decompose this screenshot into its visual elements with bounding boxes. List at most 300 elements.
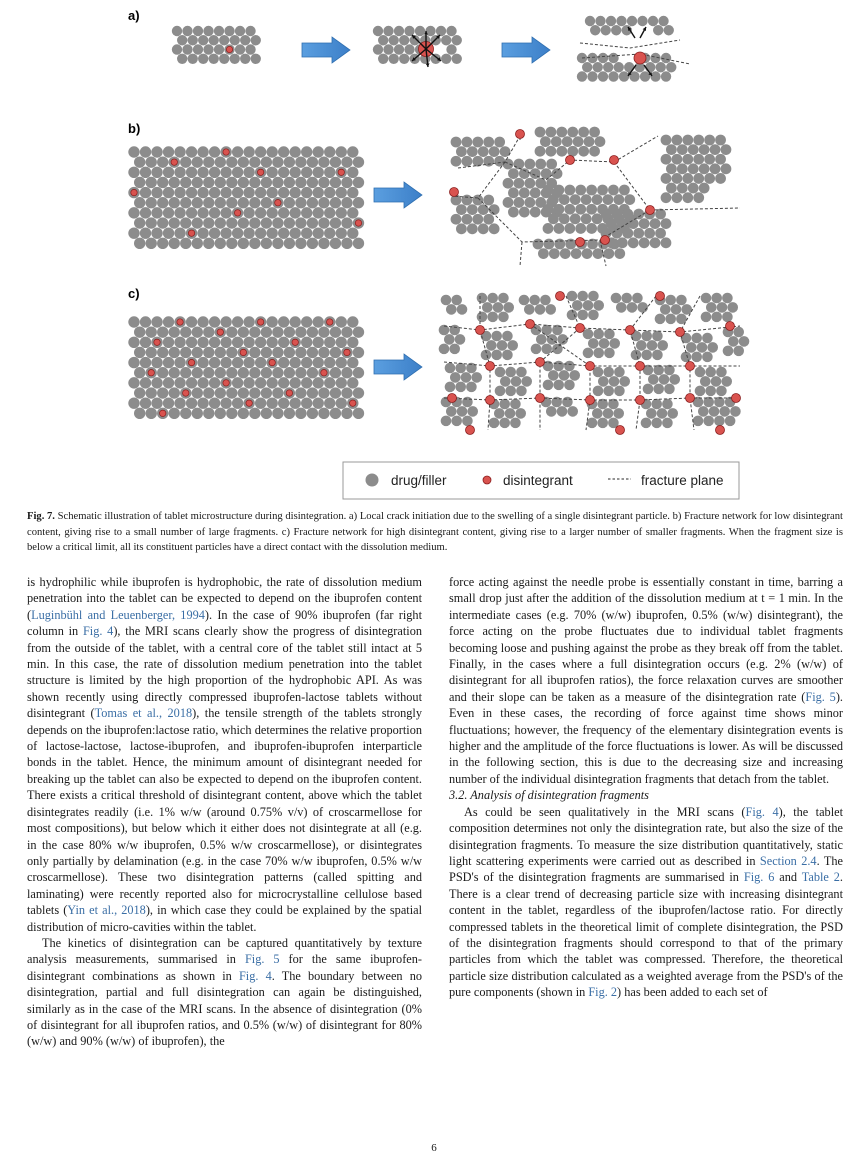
drug-filler-particle xyxy=(451,416,462,427)
drug-filler-particle xyxy=(243,227,254,238)
drug-filler-particle xyxy=(284,326,295,337)
drug-filler-particle xyxy=(559,194,570,205)
drug-filler-particle xyxy=(441,35,451,45)
drug-filler-particle xyxy=(711,376,722,387)
drug-filler-particle xyxy=(467,146,478,157)
drug-filler-particle xyxy=(128,377,139,388)
drug-filler-particle xyxy=(519,295,530,306)
drug-filler-particle xyxy=(140,316,151,327)
panel-label-a: a) xyxy=(128,8,140,23)
drug-filler-particle xyxy=(540,136,551,147)
drug-filler-particle xyxy=(394,44,404,54)
drug-filler-particle xyxy=(174,377,185,388)
drug-filler-particle xyxy=(462,214,473,225)
drug-filler-particle xyxy=(648,16,658,26)
drug-filler-particle xyxy=(313,357,324,368)
drug-filler-particle xyxy=(627,302,638,313)
drug-filler-particle xyxy=(662,418,673,429)
drug-filler-particle xyxy=(699,144,710,155)
disintegrant-particle xyxy=(716,426,725,435)
drug-filler-particle xyxy=(261,156,272,167)
panel-a-swelling-tablet xyxy=(373,26,462,67)
drug-filler-particle xyxy=(193,26,203,36)
drug-filler-particle xyxy=(180,177,191,188)
drug-filler-particle xyxy=(330,217,341,228)
drug-filler-particle xyxy=(508,168,519,179)
disintegrant-particle xyxy=(616,426,625,435)
drug-filler-particle xyxy=(559,213,570,224)
drug-filler-particle xyxy=(633,228,644,239)
drug-filler-particle xyxy=(209,54,219,64)
process-arrow xyxy=(374,182,422,208)
drug-filler-particle xyxy=(661,173,672,184)
drug-filler-particle xyxy=(681,352,692,363)
drug-filler-particle xyxy=(235,44,245,54)
drug-filler-particle xyxy=(560,248,571,259)
drug-filler-particle xyxy=(549,248,560,259)
drug-filler-particle xyxy=(186,187,197,198)
drug-filler-particle xyxy=(725,416,736,427)
drug-filler-particle xyxy=(639,218,650,229)
drug-filler-particle xyxy=(721,144,732,155)
drug-filler-particle xyxy=(583,300,594,311)
drug-filler-particle xyxy=(341,197,352,208)
drug-filler-particle xyxy=(266,187,277,198)
drug-filler-particle xyxy=(516,386,527,397)
drug-filler-particle xyxy=(169,408,180,419)
disintegrant-particle xyxy=(292,339,298,345)
drug-filler-particle xyxy=(676,295,687,306)
citation-tomas-2018[interactable]: Tomas et al., 2018 xyxy=(94,706,193,721)
drug-filler-particle xyxy=(590,25,600,35)
drug-filler-particle xyxy=(489,204,500,215)
disintegrant-particle xyxy=(536,358,545,367)
drug-filler-particle xyxy=(570,213,581,224)
drug-filler-particle xyxy=(209,357,220,368)
drug-filler-particle xyxy=(295,217,306,228)
drug-filler-particle xyxy=(586,185,597,196)
drug-filler-particle xyxy=(588,310,599,321)
drug-filler-particle xyxy=(511,376,522,387)
drug-filler-particle xyxy=(209,337,220,348)
drug-filler-particle xyxy=(238,156,249,167)
drug-filler-particle xyxy=(209,227,220,238)
drug-filler-particle xyxy=(489,223,500,234)
drug-filler-particle xyxy=(261,197,272,208)
disintegrant-particle xyxy=(586,396,595,405)
drug-filler-particle xyxy=(614,367,625,378)
drug-filler-particle xyxy=(134,347,145,358)
drug-filler-particle xyxy=(651,399,662,410)
drug-filler-particle xyxy=(575,185,586,196)
drug-filler-particle xyxy=(681,304,692,315)
drug-filler-particle xyxy=(503,159,514,170)
drug-filler-particle xyxy=(134,217,145,228)
drug-filler-particle xyxy=(664,25,674,35)
drug-filler-particle xyxy=(472,214,483,225)
drug-filler-particle xyxy=(572,300,583,311)
drug-filler-particle xyxy=(220,187,231,198)
drug-filler-particle xyxy=(695,367,706,378)
drug-filler-particle xyxy=(589,146,600,157)
drug-filler-particle xyxy=(714,416,725,427)
drug-filler-particle xyxy=(255,207,266,218)
drug-filler-particle xyxy=(151,227,162,238)
drug-filler-particle xyxy=(245,44,255,54)
drug-filler-particle xyxy=(603,248,614,259)
drug-filler-particle xyxy=(238,408,249,419)
drug-filler-particle xyxy=(472,195,483,206)
drug-filler-particle xyxy=(399,54,409,64)
drug-filler-particle xyxy=(383,44,393,54)
disintegrant-particle xyxy=(486,362,495,371)
legend-drug-filler-marker xyxy=(366,474,379,487)
drug-filler-particle xyxy=(587,418,598,429)
swelling-force-arrowhead xyxy=(426,63,430,67)
drug-filler-particle xyxy=(603,367,614,378)
drug-filler-particle xyxy=(313,316,324,327)
drug-filler-particle xyxy=(188,54,198,64)
drug-filler-particle xyxy=(226,156,237,167)
drug-filler-particle xyxy=(666,144,677,155)
section-heading: 3.2. Analysis of disintegration fragments xyxy=(449,788,649,803)
drug-filler-particle xyxy=(467,204,478,215)
drug-filler-particle xyxy=(619,376,630,387)
left-paragraph-1: is hydrophilic while ibuprofen is hydrophobic, the rate of dissolution medium penetration into the tablet can be expected to depend on the ibuprofen content (Luginbühl and Leuenberger, 1994). In the case of 90% ibuprofen (far right column in Fig. 4), the MRI scans clearly show the progress of disintegration from the outside of the tablet, with a central core of the tablet still intact at 5 min. In this case, the rate of dissolution medium penetration into the tablet structure is limited by the high proportion of the hydrophobic API. As was shown recently using directly compressed ibuprofen-lactose tablets without disintegrant (Tomas et al., 2018), the tensile strength of the tablets strongly depends on the ibuprofen:lactose ratio, which determines the relative proportion of lactose-lactose, lactose-ibuprofen, and ibuprofen-ibuprofen interparticle bonds in the tablet. Hence, the minimum amount of disintegrant needed for breaking up the tablet can also be expected to depend on the ibuprofen content. There exists a critical threshold of disintegrant content, above which the tablet disintegrates readily (i.e. 1% w/w (around 0.75% v/v) of croscarmellose for most compositions), but below which it either does not disintegrate at all (e.g. in the case 80% w/w ibuprofen, 0.5% w/w croscarmellose), or disintegrates only partially by delamination (e.g. in the case 70% w/w ibuprofen, 0.5% w/w croscarmellose). These two disintegration patterns (called spitting and laminating) were recently reported also for microcrystalline cellulose based tablets (Yin et al., 2018), in which case they could be explained by the spatial distribution of micro-cavities within the tablet. xyxy=(27,575,422,934)
disintegrant-particle xyxy=(269,359,275,365)
drug-filler-particle xyxy=(232,337,243,348)
drug-filler-particle xyxy=(617,218,628,229)
drug-filler-particle xyxy=(373,44,383,54)
disintegrant-particle xyxy=(188,230,194,236)
drug-filler-particle xyxy=(330,177,341,188)
drug-filler-particle xyxy=(698,406,709,417)
drug-filler-particle xyxy=(514,197,525,208)
drug-filler-particle xyxy=(614,386,625,397)
drug-filler-particle xyxy=(655,228,666,239)
drug-filler-particle xyxy=(593,348,604,359)
drug-filler-particle xyxy=(324,337,335,348)
drug-filler-particle xyxy=(543,185,554,196)
drug-filler-particle xyxy=(163,357,174,368)
drug-filler-particle xyxy=(575,204,586,215)
drug-filler-particle xyxy=(232,227,243,238)
drug-filler-particle xyxy=(341,238,352,249)
drug-filler-particle xyxy=(336,357,347,368)
drug-filler-particle xyxy=(272,367,283,378)
drug-filler-particle xyxy=(353,197,364,208)
drug-filler-particle xyxy=(238,387,249,398)
drug-filler-particle xyxy=(567,310,578,321)
drug-filler-particle xyxy=(197,337,208,348)
drug-filler-particle xyxy=(336,227,347,238)
drug-filler-particle xyxy=(661,135,672,146)
drug-filler-particle xyxy=(157,238,168,249)
drug-filler-particle xyxy=(336,397,347,408)
drug-filler-particle xyxy=(295,387,306,398)
drug-filler-particle xyxy=(682,192,693,203)
disintegrant-particle xyxy=(686,394,695,403)
drug-filler-particle xyxy=(240,35,250,45)
drug-filler-particle xyxy=(146,387,157,398)
drug-filler-particle xyxy=(151,357,162,368)
ref-section-2-4[interactable]: Section 2.4 xyxy=(759,853,817,868)
drug-filler-particle xyxy=(289,187,300,198)
drug-filler-particle xyxy=(347,187,358,198)
drug-filler-particle xyxy=(603,194,614,205)
drug-filler-particle xyxy=(226,367,237,378)
drug-filler-particle xyxy=(704,173,715,184)
drug-filler-particle xyxy=(707,342,718,353)
drug-filler-particle xyxy=(243,187,254,198)
drug-filler-particle xyxy=(682,173,693,184)
left-paragraph-2: The kinetics of disintegration can be captured quantitatively by texture analysis measurements, summarised in Fig. 5 for the same ibuprofen-disintegrant combinations as shown in Fig. 4. The boundary between no disintegration, partial and full disintegration can again be distinguished, similarly as in the case of the MRI scans. In the absence of disintegration (0% of disintegrant for all ibuprofen ratios, and 0.5% (w/w) of disintegrant for 80% (w/w) and 90% (w/w) of ibuprofen), the xyxy=(27,935,423,1049)
drug-filler-particle xyxy=(659,374,670,385)
citation-yin-2018[interactable]: Yin et al., 2018 xyxy=(67,903,146,918)
drug-filler-particle xyxy=(284,347,295,358)
disintegrant-particle xyxy=(350,400,356,406)
drug-filler-particle xyxy=(215,177,226,188)
drug-filler-particle xyxy=(134,197,145,208)
drug-filler-particle xyxy=(318,387,329,398)
drug-filler-particle xyxy=(177,54,187,64)
drug-filler-particle xyxy=(603,62,613,72)
drug-filler-particle xyxy=(727,302,738,313)
drug-filler-particle xyxy=(645,62,655,72)
disintegrant-particle xyxy=(566,156,575,165)
drug-filler-particle xyxy=(313,167,324,178)
drug-filler-particle xyxy=(249,408,260,419)
drug-filler-particle xyxy=(446,26,456,36)
drug-filler-particle xyxy=(353,177,364,188)
drug-filler-particle xyxy=(215,367,226,378)
disintegrant-particle xyxy=(338,169,344,175)
drug-filler-particle xyxy=(301,146,312,157)
drug-filler-particle xyxy=(266,337,277,348)
drug-filler-particle xyxy=(313,337,324,348)
drug-filler-particle xyxy=(601,209,612,220)
drug-filler-particle xyxy=(483,137,494,148)
drug-filler-particle xyxy=(347,316,358,327)
drug-filler-particle xyxy=(519,187,530,198)
drug-filler-particle xyxy=(330,197,341,208)
drug-filler-particle xyxy=(284,217,295,228)
drug-filler-particle xyxy=(661,237,672,248)
drug-filler-particle xyxy=(341,326,352,337)
drug-filler-particle xyxy=(174,357,185,368)
drug-filler-particle xyxy=(353,326,364,337)
drug-filler-particle xyxy=(220,167,231,178)
drug-filler-particle xyxy=(695,386,706,397)
drug-filler-particle xyxy=(664,384,675,395)
drug-filler-particle xyxy=(456,223,467,234)
drug-filler-particle xyxy=(456,146,467,157)
drug-filler-particle xyxy=(450,372,461,383)
drug-filler-particle xyxy=(249,387,260,398)
drug-filler-particle xyxy=(324,187,335,198)
drug-filler-particle xyxy=(519,207,530,218)
disintegrant-particle xyxy=(686,362,695,371)
drug-filler-particle xyxy=(703,416,714,427)
drug-filler-particle xyxy=(278,316,289,327)
drug-filler-particle xyxy=(224,26,234,36)
drug-filler-particle xyxy=(389,54,399,64)
drug-filler-particle xyxy=(284,238,295,249)
process-arrow xyxy=(374,354,422,380)
drug-filler-particle xyxy=(203,238,214,249)
disintegrant-particle xyxy=(486,396,495,405)
drug-filler-particle xyxy=(524,178,535,189)
drug-filler-particle xyxy=(255,187,266,198)
drug-filler-particle xyxy=(505,386,516,397)
drug-filler-particle xyxy=(174,227,185,238)
ref-fig-2[interactable]: Fig. 2 xyxy=(588,985,618,1000)
disintegrant-particle xyxy=(177,319,183,325)
drug-filler-particle xyxy=(203,387,214,398)
drug-filler-particle xyxy=(203,367,214,378)
drug-filler-particle xyxy=(220,337,231,348)
process-arrow xyxy=(502,37,550,63)
drug-filler-particle xyxy=(255,227,266,238)
drug-filler-particle xyxy=(477,293,488,304)
drug-filler-particle xyxy=(209,187,220,198)
drug-filler-particle xyxy=(151,187,162,198)
drug-filler-particle xyxy=(541,325,552,336)
drug-filler-particle xyxy=(516,367,527,378)
ref-fig-4[interactable]: Fig. 4 xyxy=(745,804,779,819)
ref-table-2[interactable]: Table 2 xyxy=(801,870,840,885)
right-paragraph-1: force acting against the needle probe is essentially constant in time, barring a small drop just after the addition of the dissolution medium at t = 1 min. In the intermediate cases (e.g. 70% (w/w) ibuprofen, 0.5% (w/w) disintegrant), the force acting on the probe fluctuates due to individual tablet fragments becoming loose and pushing against the probe as they break off from the tablet. Finally, in the cases where a full disintegration occurs (e.g. 2% (w/w) of disintegrant for all ibuprofen ratios), the force relaxation curves are smoother and their slope can be taken as a measure of the disintegration rate (Fig. 5). Even in these cases, the recording of force against time shows minor fluctuations; however, the frequency of the elementary disintegration events is higher and the amplitude of the force fluctuations is lower. As will be discussed in the following section, this is due to the decreasing size and increasing number of the individual disintegration fragments that detach from the tablet. xyxy=(449,575,843,786)
disintegrant-particle xyxy=(586,362,595,371)
disintegrant-particle xyxy=(286,390,292,396)
drug-filler-particle xyxy=(341,217,352,228)
drug-filler-particle xyxy=(524,197,535,208)
disintegrant-particle xyxy=(576,238,585,247)
drug-filler-particle xyxy=(593,386,604,397)
drug-filler-particle xyxy=(661,218,672,229)
drug-filler-particle xyxy=(562,397,573,408)
drug-filler-particle xyxy=(347,357,358,368)
drug-filler-particle xyxy=(243,377,254,388)
drug-filler-particle xyxy=(452,35,462,45)
drug-filler-particle xyxy=(128,316,139,327)
drug-filler-particle xyxy=(249,238,260,249)
drug-filler-particle xyxy=(499,418,510,429)
drug-filler-particle xyxy=(449,344,460,355)
drug-filler-particle xyxy=(567,127,578,138)
drug-filler-particle xyxy=(249,177,260,188)
drug-filler-particle xyxy=(307,177,318,188)
drug-filler-particle xyxy=(278,146,289,157)
drug-filler-particle xyxy=(439,344,450,355)
disintegrant-particle xyxy=(257,319,263,325)
drug-filler-particle xyxy=(728,336,739,347)
drug-filler-particle xyxy=(336,377,347,388)
drug-filler-particle xyxy=(209,146,220,157)
drug-filler-particle xyxy=(494,408,505,419)
drug-filler-particle xyxy=(146,238,157,249)
drug-filler-particle xyxy=(565,239,576,250)
disintegrant-particle xyxy=(275,200,281,206)
drug-filler-particle xyxy=(505,367,516,378)
disintegrant-particle xyxy=(636,362,645,371)
drug-filler-particle xyxy=(324,397,335,408)
drug-filler-particle xyxy=(157,387,168,398)
panel-c-intact-tablet xyxy=(128,316,364,419)
drug-filler-particle xyxy=(701,293,712,304)
drug-filler-particle xyxy=(128,357,139,368)
drug-filler-particle xyxy=(672,173,683,184)
drug-filler-particle xyxy=(307,367,318,378)
drug-filler-particle xyxy=(551,136,562,147)
drug-filler-particle xyxy=(425,26,435,36)
caption-label: Fig. 7. xyxy=(27,511,55,522)
drug-filler-particle xyxy=(661,71,671,81)
drug-filler-particle xyxy=(494,137,505,148)
ref-fig-4[interactable]: Fig. 4 xyxy=(238,968,272,983)
drug-filler-particle xyxy=(330,347,341,358)
legend-disintegrant-label: disintegrant xyxy=(503,473,573,488)
drug-filler-particle xyxy=(226,387,237,398)
ref-fig-6[interactable]: Fig. 6 xyxy=(743,870,775,885)
drug-filler-particle xyxy=(461,372,472,383)
drug-filler-particle xyxy=(347,337,358,348)
drug-filler-particle xyxy=(284,156,295,167)
drug-filler-particle xyxy=(318,326,329,337)
drug-filler-particle xyxy=(272,217,283,228)
drug-filler-particle xyxy=(606,16,616,26)
drug-filler-particle xyxy=(163,167,174,178)
drug-filler-particle xyxy=(197,316,208,327)
ref-fig-5[interactable]: Fig. 5 xyxy=(244,952,280,967)
drug-filler-particle xyxy=(462,416,473,427)
drug-filler-particle xyxy=(722,312,733,323)
disintegrant-particle xyxy=(148,370,154,376)
drug-filler-particle xyxy=(341,177,352,188)
ref-fig-4[interactable]: Fig. 4 xyxy=(82,624,114,639)
drug-filler-particle xyxy=(693,192,704,203)
drug-filler-particle xyxy=(653,25,663,35)
drug-filler-particle xyxy=(169,238,180,249)
drug-filler-particle xyxy=(157,197,168,208)
drug-filler-particle xyxy=(146,408,157,419)
drug-filler-particle xyxy=(238,326,249,337)
drug-filler-particle xyxy=(266,167,277,178)
drug-filler-particle xyxy=(197,397,208,408)
drug-filler-particle xyxy=(238,217,249,228)
drug-filler-particle xyxy=(577,310,588,321)
ref-fig-5[interactable]: Fig. 5 xyxy=(805,689,836,704)
drug-filler-particle xyxy=(301,377,312,388)
drug-filler-particle xyxy=(313,187,324,198)
drug-filler-particle xyxy=(531,344,542,355)
citation-luginbuhl-1994[interactable]: Luginbühl and Leuenberger, 1994 xyxy=(31,607,205,622)
drug-filler-particle xyxy=(483,214,494,225)
drug-filler-particle xyxy=(169,347,180,358)
swollen-disintegrant-particle xyxy=(634,52,646,64)
drug-filler-particle xyxy=(197,167,208,178)
drug-filler-particle xyxy=(493,302,504,313)
disintegrant-particle xyxy=(223,149,229,155)
disintegrant-particle xyxy=(526,320,535,329)
disintegrant-particle xyxy=(160,410,166,416)
drug-filler-particle xyxy=(261,387,272,398)
drug-filler-particle xyxy=(710,163,721,174)
disintegrant-particle xyxy=(188,359,194,365)
drug-filler-particle xyxy=(128,167,139,178)
process-arrow xyxy=(302,37,350,63)
drug-filler-particle xyxy=(295,197,306,208)
